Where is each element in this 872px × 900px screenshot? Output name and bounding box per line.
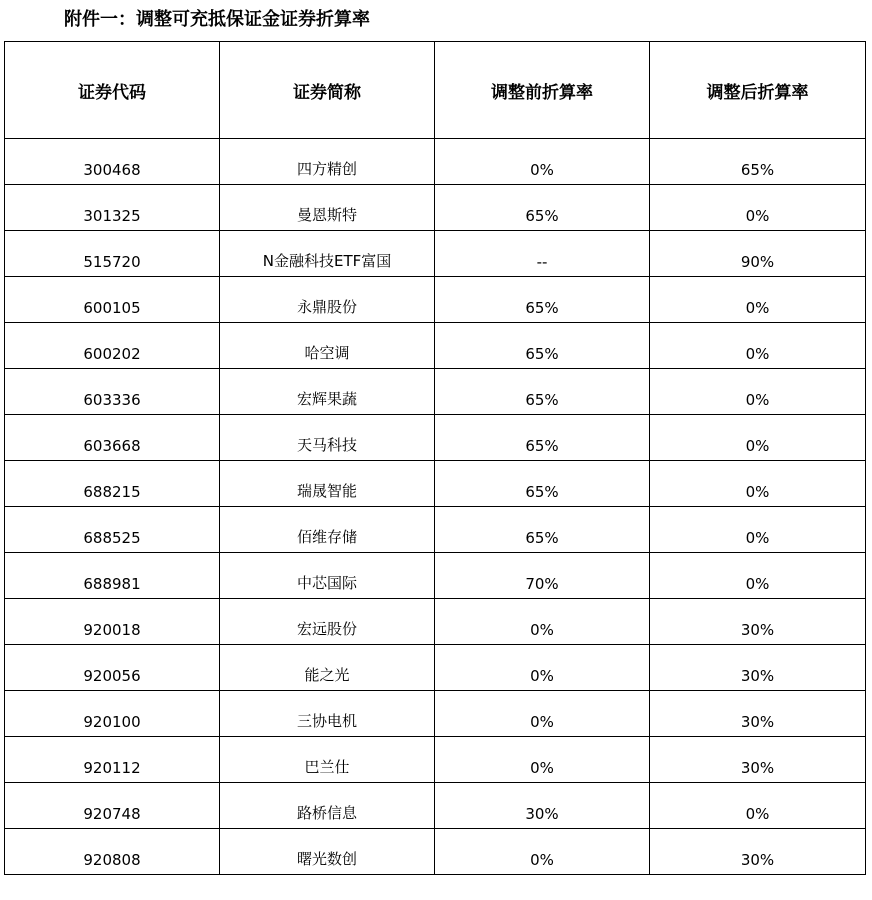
cell-rate-before: 30%: [435, 783, 650, 829]
cell-rate-after: 0%: [650, 323, 866, 369]
table-row: [5, 507, 866, 553]
cell-rate-before: 0%: [435, 691, 650, 737]
cell-rate-before: 0%: [435, 599, 650, 645]
table-row: [5, 369, 866, 415]
table-row: [5, 231, 866, 277]
cell-rate-after: 0%: [650, 783, 866, 829]
table-row: [5, 415, 866, 461]
cell-security-code: 515720: [5, 231, 220, 277]
table-row: [5, 323, 866, 369]
cell-rate-before: 70%: [435, 553, 650, 599]
cell-security-name: 巴兰仕: [220, 737, 435, 783]
cell-rate-after: 0%: [650, 185, 866, 231]
table-row: [5, 139, 866, 185]
table-row: [5, 461, 866, 507]
cell-rate-before: 0%: [435, 737, 650, 783]
cell-security-code: 920018: [5, 599, 220, 645]
cell-security-code: 301325: [5, 185, 220, 231]
cell-rate-before: 65%: [435, 461, 650, 507]
cell-rate-after: 30%: [650, 599, 866, 645]
table-row: [5, 691, 866, 737]
cell-security-code: 600202: [5, 323, 220, 369]
table-body: [5, 139, 866, 875]
cell-security-code: 688981: [5, 553, 220, 599]
table-header-row: [5, 42, 866, 139]
cell-rate-before: 65%: [435, 185, 650, 231]
cell-security-name: 永鼎股份: [220, 277, 435, 323]
header-security-code: 证券代码: [5, 42, 220, 139]
document-title: 附件一：调整可充抵保证金证券折算率: [64, 9, 370, 30]
cell-security-code: 600105: [5, 277, 220, 323]
table-row: [5, 645, 866, 691]
cell-rate-after: 30%: [650, 829, 866, 875]
cell-security-code: 920056: [5, 645, 220, 691]
table-row: [5, 829, 866, 875]
cell-security-name: 曙光数创: [220, 829, 435, 875]
table-row: [5, 277, 866, 323]
cell-rate-after: 0%: [650, 277, 866, 323]
cell-security-code: 603668: [5, 415, 220, 461]
cell-rate-after: 30%: [650, 645, 866, 691]
table-row: [5, 599, 866, 645]
cell-rate-after: 90%: [650, 231, 866, 277]
cell-rate-before: --: [435, 231, 650, 277]
cell-security-code: 688525: [5, 507, 220, 553]
cell-security-code: 920808: [5, 829, 220, 875]
table-row: [5, 737, 866, 783]
cell-security-name: 天马科技: [220, 415, 435, 461]
cell-security-name: 宏辉果蔬: [220, 369, 435, 415]
cell-security-name: 瑞晟智能: [220, 461, 435, 507]
header-security-name: 证券简称: [220, 42, 435, 139]
cell-rate-before: 65%: [435, 507, 650, 553]
cell-rate-before: 65%: [435, 415, 650, 461]
cell-rate-after: 30%: [650, 691, 866, 737]
cell-security-name: 路桥信息: [220, 783, 435, 829]
cell-rate-before: 65%: [435, 277, 650, 323]
table-row: [5, 553, 866, 599]
cell-rate-before: 65%: [435, 323, 650, 369]
cell-security-name: N金融科技ETF富国: [220, 231, 435, 277]
cell-rate-after: 0%: [650, 507, 866, 553]
cell-security-name: 四方精创: [220, 139, 435, 185]
header-rate-after: 调整后折算率: [650, 42, 866, 139]
cell-security-code: 688215: [5, 461, 220, 507]
cell-rate-before: 0%: [435, 829, 650, 875]
haircut-adjustment-table: [4, 41, 866, 875]
cell-rate-after: 0%: [650, 369, 866, 415]
cell-rate-after: 0%: [650, 553, 866, 599]
cell-security-code: 920100: [5, 691, 220, 737]
cell-security-name: 三协电机: [220, 691, 435, 737]
cell-security-name: 宏远股份: [220, 599, 435, 645]
cell-rate-after: 65%: [650, 139, 866, 185]
cell-security-name: 佰维存储: [220, 507, 435, 553]
cell-rate-after: 30%: [650, 737, 866, 783]
cell-rate-before: 65%: [435, 369, 650, 415]
table-row: [5, 783, 866, 829]
cell-rate-after: 0%: [650, 461, 866, 507]
cell-security-name: 能之光: [220, 645, 435, 691]
cell-security-code: 603336: [5, 369, 220, 415]
header-rate-before: 调整前折算率: [435, 42, 650, 139]
cell-security-code: 300468: [5, 139, 220, 185]
cell-security-name: 哈空调: [220, 323, 435, 369]
cell-rate-before: 0%: [435, 645, 650, 691]
table-row: [5, 185, 866, 231]
cell-rate-after: 0%: [650, 415, 866, 461]
cell-security-name: 中芯国际: [220, 553, 435, 599]
cell-rate-before: 0%: [435, 139, 650, 185]
cell-security-code: 920112: [5, 737, 220, 783]
cell-security-code: 920748: [5, 783, 220, 829]
cell-security-name: 曼恩斯特: [220, 185, 435, 231]
